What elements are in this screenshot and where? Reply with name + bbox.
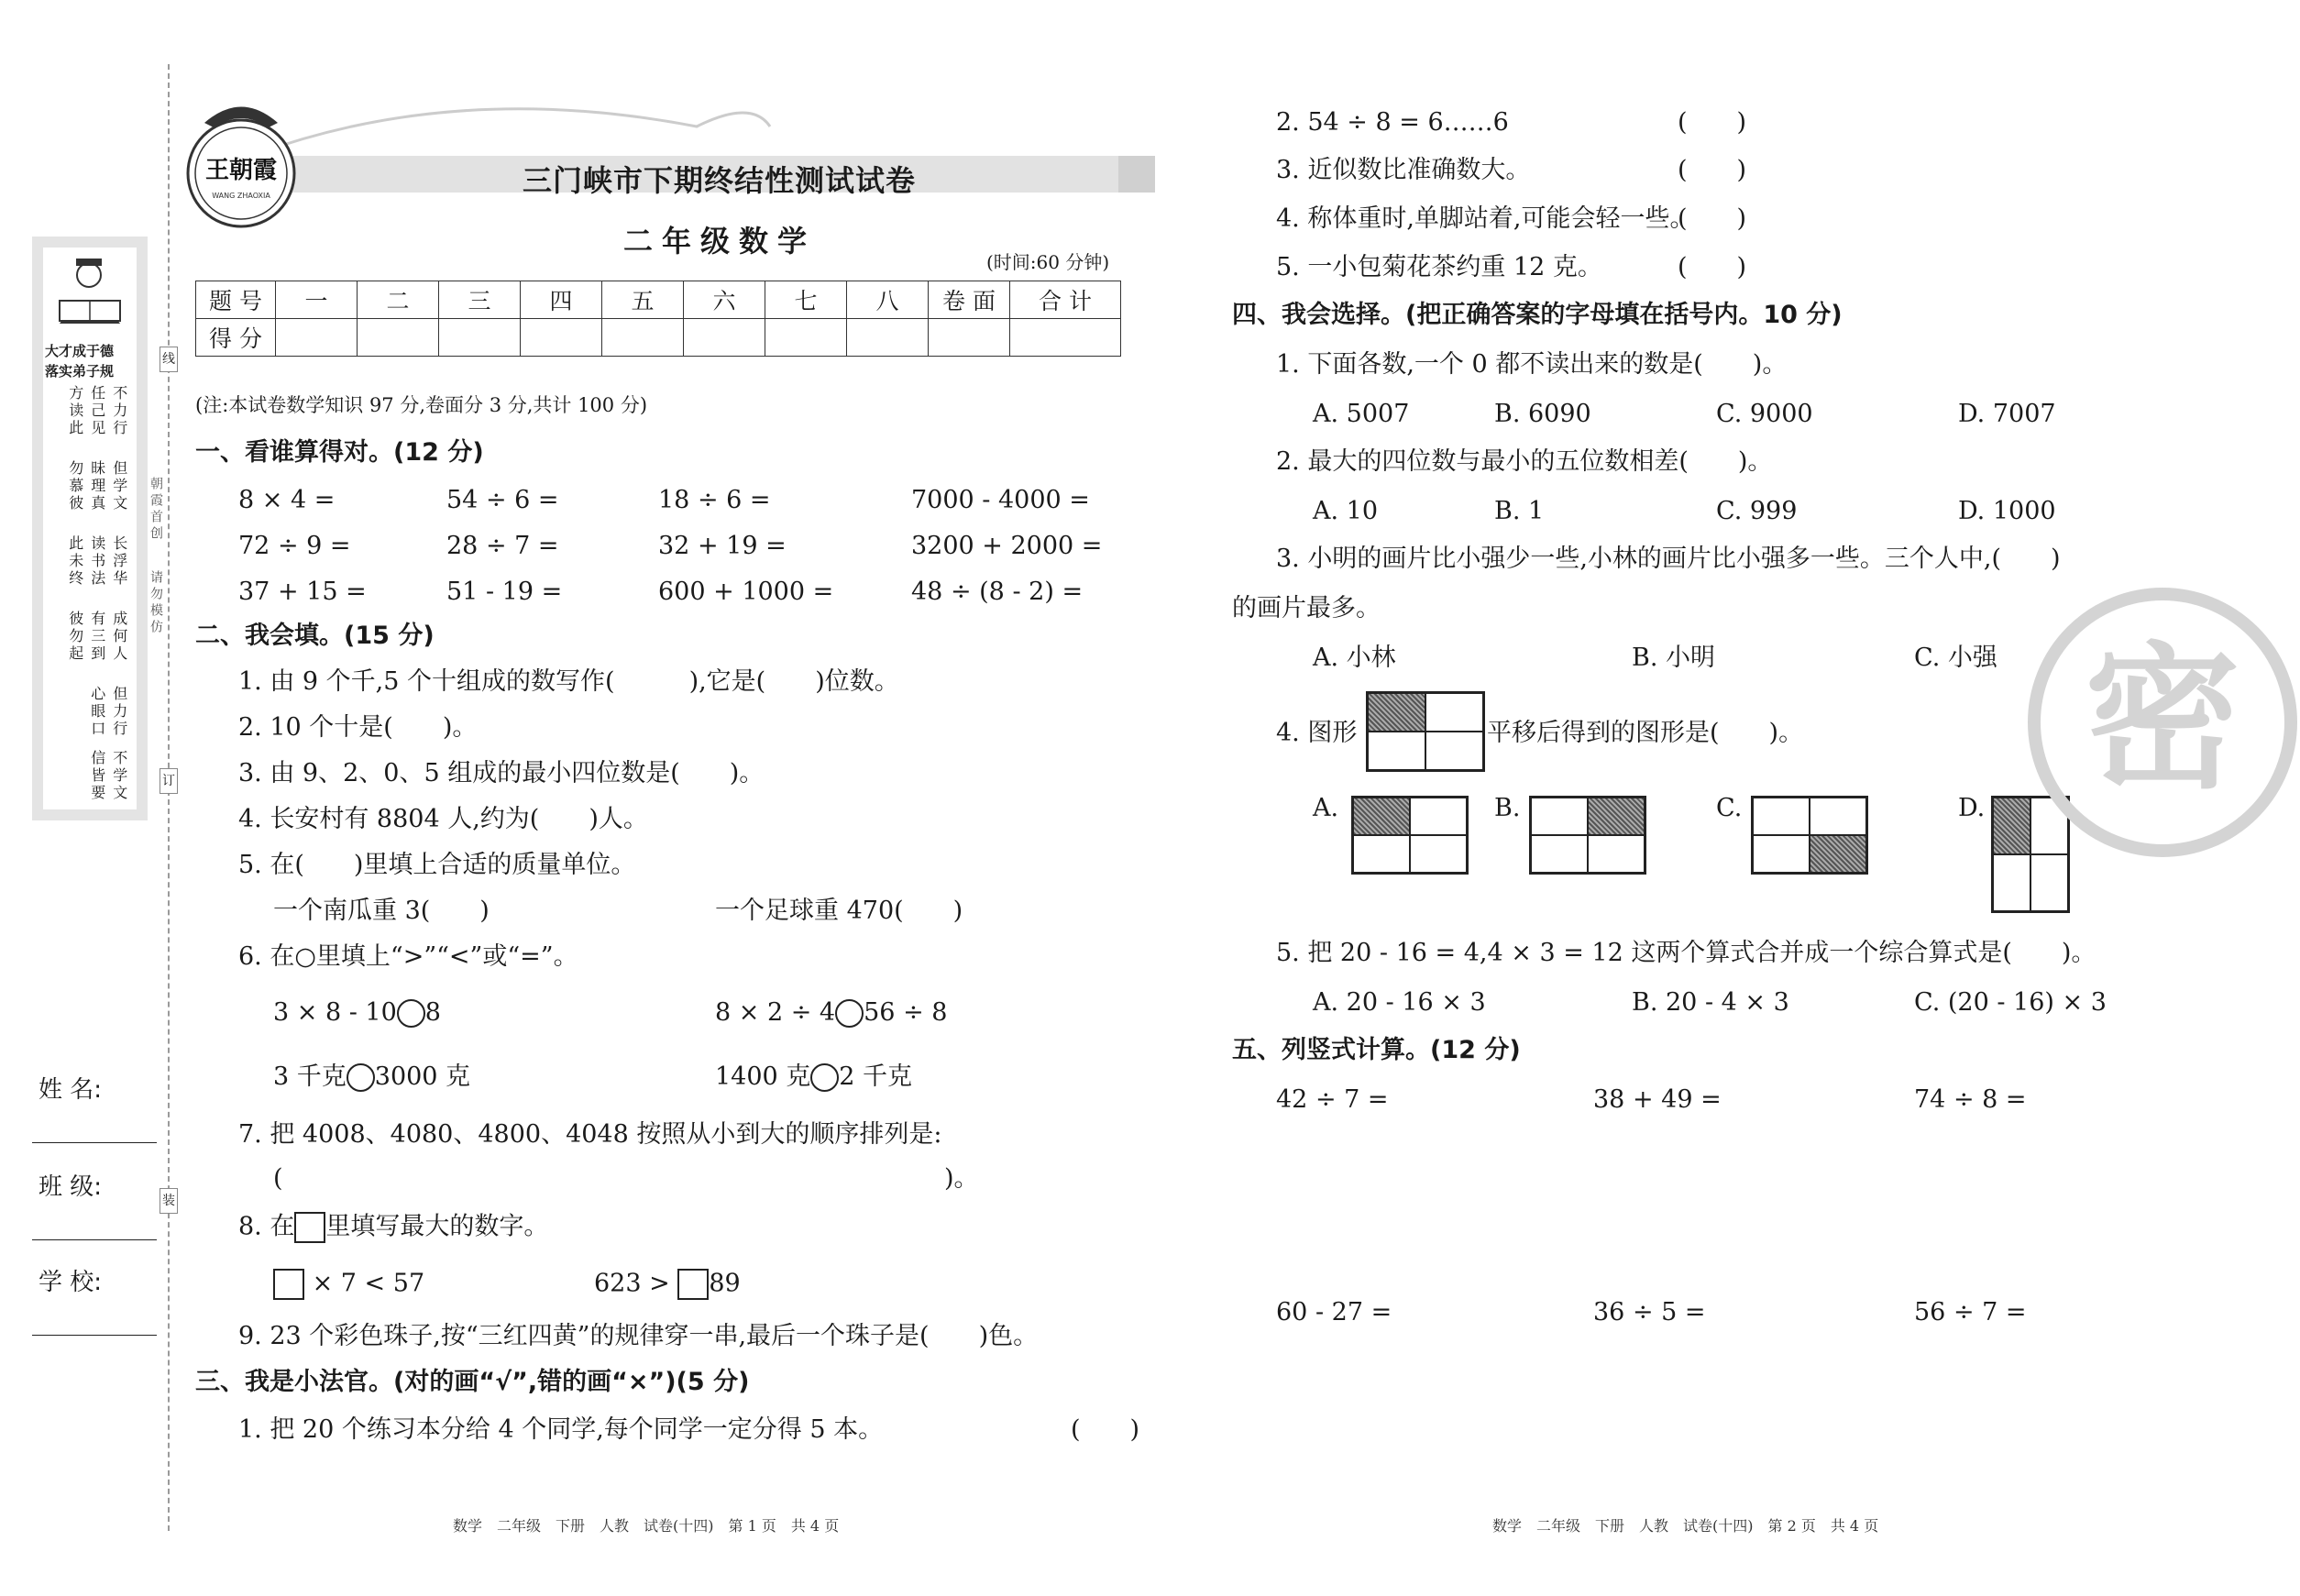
fill-box[interactable] (273, 1269, 304, 1300)
answer-paren[interactable]: ( ) (1678, 156, 1747, 184)
question-cont: 的画片最多。 (1232, 594, 1381, 622)
grid-cell (1531, 835, 1588, 873)
motto-col: 心眼口 (88, 686, 106, 738)
option[interactable]: A. 小林 (1313, 644, 1396, 672)
question: 2. 10 个十是( )。 (238, 713, 478, 742)
calc-item: 48 ÷ (8 - 2) = (911, 578, 1084, 606)
grid-cell (1753, 798, 1810, 835)
compare-right: 3000 克 (374, 1062, 471, 1091)
vertical-calc-item: 38 + 49 = (1593, 1085, 1722, 1114)
compare-item (273, 1063, 470, 1092)
score-cell[interactable] (276, 319, 358, 357)
grid-cell-shaded (1810, 835, 1866, 873)
q8-expr: 623 > (594, 1269, 670, 1298)
grid-cell (1353, 835, 1410, 873)
compare-left: 3 千克 (273, 1062, 347, 1091)
secret-stamp (2025, 585, 2300, 860)
answer-paren[interactable]: ( ) (1071, 1415, 1140, 1444)
footer-right: 数学 二年级 下册 人教 试卷(十四) 第 2 页 共 4 页 (1492, 1517, 1879, 1535)
q8-suffix: 里填写最大的数字。 (325, 1212, 549, 1241)
grid-cell-shaded (1368, 693, 1425, 732)
calc-item: 3200 + 2000 = (911, 532, 1103, 560)
motto-col: 方读此 (66, 385, 84, 437)
q8-prefix: 8. 在 (238, 1212, 295, 1241)
question: 3. 近似数比准确数大。 (1276, 156, 1531, 184)
score-header-cell: 三 (439, 281, 521, 319)
option[interactable]: B. 1 (1494, 497, 1545, 525)
grid-cell (1753, 835, 1810, 873)
compare-left: 8 × 2 ÷ 4 (715, 998, 836, 1027)
grid-cell (1425, 732, 1483, 770)
option[interactable]: A. 10 (1313, 497, 1379, 525)
motto-col: 但学文 (110, 460, 128, 512)
svg-text:WANG ZHAOXIA: WANG ZHAOXIA (212, 192, 270, 200)
question: 9. 23 个彩色珠子,按“三红四黄”的规律穿一串,最后一个珠子是( )色。 (238, 1322, 1039, 1350)
fill-box[interactable] (677, 1269, 709, 1300)
score-row-label: 得 分 (196, 319, 276, 357)
q8-expr: × 7 < 57 (312, 1269, 425, 1298)
score-header-cell: 题 号 (196, 281, 276, 319)
svg-text:王朝霞: 王朝霞 (204, 157, 278, 184)
section-3-title: 三、我是小法官。(对的画“√”,错的画“×”)(5 分) (195, 1368, 750, 1396)
grid-cell (1368, 732, 1425, 770)
question-sub (594, 1269, 741, 1300)
option[interactable]: B. 6090 (1494, 400, 1591, 428)
motto-col: 信皆要 (88, 750, 106, 802)
shape-option-b[interactable] (1529, 796, 1646, 875)
question: 5. 把 20 - 16 = 4,4 × 3 = 12 这两个算式合并成一个综合算式是( )。 (1276, 939, 2096, 967)
motto-col: 但力行 (110, 686, 128, 738)
question: 3. 由 9、2、0、5 组成的最小四位数是( )。 (238, 759, 765, 787)
answer-paren[interactable]: ( ) (1678, 204, 1747, 233)
binding-mark-3: 装 (160, 1188, 178, 1214)
score-cell[interactable] (684, 319, 765, 357)
grid-cell (1410, 835, 1467, 873)
option[interactable]: B. 20 - 4 × 3 (1632, 988, 1789, 1017)
grid-cell (1993, 854, 2030, 911)
compare-circle[interactable] (347, 1063, 375, 1092)
calc-item: 18 ÷ 6 = (658, 486, 771, 514)
question: 1. 下面各数,一个 0 都不读出来的数是( )。 (1276, 350, 1788, 379)
question: 5. 在( )里填上合适的质量单位。 (238, 851, 636, 879)
grid-cell (1810, 798, 1866, 835)
motto-col: 有三到 (88, 611, 106, 663)
class-field[interactable] (32, 1239, 157, 1240)
score-cell[interactable] (521, 319, 602, 357)
name-label: 姓 名: (39, 1076, 103, 1104)
compare-item (715, 1063, 912, 1092)
scholar-icon (43, 249, 137, 336)
compare-left: 3 × 8 - 10 (273, 998, 397, 1027)
footer-left: 数学 二年级 下册 人教 试卷(十四) 第 1 页 共 4 页 (453, 1517, 840, 1535)
question-sub (273, 1269, 424, 1300)
section-2-title: 二、我会填。(15 分) (195, 622, 435, 650)
motto-col: 长浮华 (110, 535, 128, 588)
grid-cell-shaded (1353, 798, 1410, 835)
answer-paren-close: )。 (944, 1164, 979, 1193)
option[interactable]: D. 7007 (1958, 400, 2056, 428)
q8-expr: 89 (709, 1269, 741, 1298)
calc-item: 7000 - 4000 = (911, 486, 1090, 514)
option[interactable]: A. 5007 (1313, 400, 1410, 428)
score-cell[interactable] (1010, 319, 1121, 357)
vertical-calc-item: 36 ÷ 5 = (1593, 1298, 1706, 1326)
score-header-cell: 六 (684, 281, 765, 319)
section-4-title: 四、我会选择。(把正确答案的字母填在括号内。10 分) (1232, 301, 1843, 329)
grid-cell (2030, 854, 2068, 911)
question: 4. 图形 (1276, 719, 1358, 747)
exam-title: 三门峡市下期终结性测试试卷 (523, 163, 917, 198)
score-cell[interactable] (765, 319, 847, 357)
section-5-title: 五、列竖式计算。(12 分) (1232, 1036, 1521, 1064)
grid-cell (1531, 798, 1588, 835)
score-header-cell: 八 (847, 281, 929, 319)
section-1-title: 一、看谁算得对。(12 分) (195, 438, 484, 467)
score-header-cell: 合 计 (1010, 281, 1121, 319)
question: 4. 称体重时,单脚站着,可能会轻一些。 (1276, 204, 1695, 233)
vertical-calc-item: 56 ÷ 7 = (1914, 1298, 2027, 1326)
score-header-cell: 七 (765, 281, 847, 319)
score-header-cell: 四 (521, 281, 602, 319)
option[interactable]: C. 999 (1716, 497, 1798, 525)
calc-item: 32 + 19 = (658, 532, 787, 560)
answer-paren-open: ( (273, 1164, 283, 1193)
motto-col: 彼勿起 (66, 611, 84, 663)
score-header-cell: 一 (276, 281, 358, 319)
compare-right: 56 ÷ 8 (864, 998, 948, 1027)
calc-item: 37 + 15 = (238, 578, 367, 606)
class-label: 班 级: (39, 1173, 103, 1201)
question: 6. 在○里填上“>”“<”或“=”。 (238, 942, 578, 971)
score-cell[interactable] (847, 319, 929, 357)
option[interactable]: D. (1958, 794, 1986, 822)
score-header-cell: 二 (358, 281, 439, 319)
question: 1. 由 9 个千,5 个十组成的数写作( ),它是( )位数。 (238, 667, 899, 696)
subject-title: 二年级数学 (623, 224, 817, 259)
question: 4. 长安村有 8804 人,约为( )人。 (238, 805, 648, 833)
question: 5. 一小包菊花茶约重 12 克。 (1276, 253, 1602, 281)
answer-paren[interactable]: ( ) (1678, 253, 1747, 281)
shape-option-a[interactable] (1351, 796, 1469, 875)
motto-line-2: 落实弟子规 (45, 363, 115, 380)
score-cell[interactable] (602, 319, 684, 357)
shape-original (1366, 691, 1485, 772)
question: 7. 把 4008、4080、4800、4048 按照从小到大的顺序排列是: (238, 1120, 942, 1149)
calc-item: 54 ÷ 6 = (446, 486, 559, 514)
score-table (195, 281, 1121, 357)
name-field[interactable] (32, 1142, 157, 1143)
option[interactable]: C. 9000 (1716, 400, 1813, 428)
compare-item (715, 999, 947, 1028)
option[interactable]: C. (20 - 16) × 3 (1914, 988, 2107, 1017)
calc-item: 72 ÷ 9 = (238, 532, 351, 560)
answer-paren[interactable]: ( ) (1678, 108, 1747, 137)
motto-col: 不力行 (110, 385, 128, 437)
motto-sidebar (32, 237, 148, 820)
grid-cell (1588, 835, 1645, 873)
motto-col: 成何人 (110, 611, 128, 663)
score-header-cell: 卷 面 (929, 281, 1010, 319)
motto-line-1: 大才成于德 (45, 343, 115, 359)
question (238, 1212, 548, 1243)
option[interactable]: D. 1000 (1958, 497, 2056, 525)
motto-col: 勿慕彼 (66, 460, 84, 512)
school-field[interactable] (32, 1335, 157, 1336)
question: 2. 54 ÷ 8 = 6……6 (1276, 108, 1509, 137)
score-cell[interactable] (358, 319, 439, 357)
compare-right: 8 (424, 998, 441, 1027)
time-limit: (时间:60 分钟) (986, 251, 1110, 273)
question: 3. 小明的画片比小强少一些,小林的画片比小强多一些。三个人中,( ) (1276, 545, 2061, 573)
motto-col: 昧理真 (88, 460, 106, 512)
option[interactable]: A. 20 - 16 × 3 (1313, 988, 1486, 1017)
score-cell[interactable] (439, 319, 521, 357)
compare-item (273, 999, 441, 1028)
grid-cell-shaded (1588, 798, 1645, 835)
calc-item: 51 - 19 = (446, 578, 563, 606)
school-label: 学 校: (39, 1269, 103, 1296)
option[interactable]: C. (1716, 794, 1743, 822)
svg-text:密: 密 (2084, 629, 2241, 810)
vertical-calc-item: 74 ÷ 8 = (1914, 1085, 2027, 1114)
binding-note-1: 朝霞首创 (149, 477, 163, 543)
calc-item: 28 ÷ 7 = (446, 532, 559, 560)
score-header-cell: 五 (602, 281, 684, 319)
calc-item: 8 × 4 = (238, 486, 336, 514)
score-note: (注:本试卷数学知识 97 分,卷面分 3 分,共计 100 分) (195, 394, 648, 416)
vertical-calc-item: 42 ÷ 7 = (1276, 1085, 1389, 1114)
motto-col: 读书法 (88, 535, 106, 588)
compare-circle[interactable] (810, 1063, 839, 1092)
motto-col: 不学文 (110, 750, 128, 802)
motto-col: 任己见 (88, 385, 106, 437)
grid-cell (1425, 693, 1483, 732)
vertical-calc-item: 60 - 27 = (1276, 1298, 1392, 1326)
question: 2. 最大的四位数与最小的五位数相差( )。 (1276, 447, 1773, 476)
compare-circle[interactable] (397, 999, 425, 1028)
compare-circle[interactable] (835, 999, 864, 1028)
option[interactable]: C. 小强 (1914, 644, 1997, 672)
calc-item: 600 + 1000 = (658, 578, 834, 606)
question-sub: 一个南瓜重 3( ) (273, 897, 490, 925)
binding-note-2: 请勿模仿 (149, 570, 163, 636)
brand-logo (182, 95, 301, 233)
option[interactable]: A. (1313, 794, 1339, 822)
binding-mark-2: 订 (160, 768, 178, 794)
question-cont: 平移后得到的图形是( )。 (1487, 719, 1804, 747)
option[interactable]: B. 小明 (1632, 644, 1716, 672)
question: 1. 把 20 个练习本分给 4 个同学,每个同学一定分得 5 本。 (238, 1415, 884, 1444)
shape-option-c[interactable] (1751, 796, 1868, 875)
compare-right: 2 千克 (839, 1062, 913, 1091)
compare-left: 1400 克 (715, 1062, 811, 1091)
motto-col: 此未终 (66, 535, 84, 588)
score-cell[interactable] (929, 319, 1010, 357)
grid-cell (1410, 798, 1467, 835)
option[interactable]: B. (1494, 794, 1521, 822)
cut-line (168, 64, 170, 1531)
binding-mark-1: 线 (160, 347, 178, 372)
fill-box[interactable] (294, 1212, 325, 1243)
question-sub: 一个足球重 470( ) (715, 897, 963, 925)
